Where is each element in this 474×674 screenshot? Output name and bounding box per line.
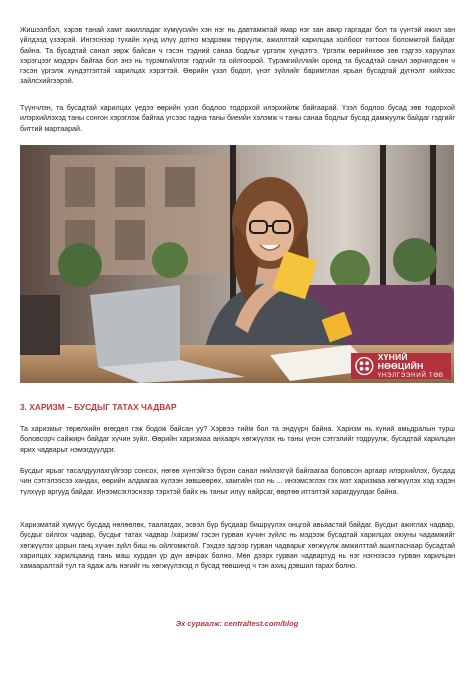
logo-line-2: ҮНЭЛГЭЭНИЙ ТӨВ (377, 371, 444, 379)
paragraph-mirroring: Жишээлбэл, хэрэв танай хамт ажилладаг хүмүүсийн хэн нэг нь давтамжтай ямар нэг зан авир гаргадаг бол та үүнтэй ижил зан үйлдэзд үзээрэй. Ингэснээр тухайн хүнд илүү дотно мэдрэмж төрүүлж, ажиллтай харилцаа холбоог тогтоох боломжтой байдаг байна. Та бусадтай санал зөрж байсан ч гэсэн тэдний санаа бодлыг үргэлж хүндэтгэ. Үргэлж өөрийнхөө зөв гэдгээ харуулах хэрэгцээг мэдэрч байгаа бол энэ нь түрэмгийллэг гэдгийг та ойлгоорой. Түрэмгийллийн оронд та бусадтай санал зөрчилдсөн ч гэсэн үргэлж хүндэтгэлтэй харилцах хэрэгтэй. Өөрийн үзэл бодол, үнэт зүйлийг баримтлан ярьан бусадтай дүгнэлт хийхээс зайлсхийгээрэй. (20, 26, 455, 86)
paragraph-charisma-methods: Бусдыг ярьаг тасалдуулахгүйгээр сонсох, нөгөө хүнтэйгээ бүрэн санал нийлэхгүй байгаагаа боловсон аргаар илэрхийлэх, бусдад чин сэтгэлээсээ хандах, өөрийн алдаагаа хүлээн зөвшөөрөх, хамгийн гол нь ... инээмсэглэх гэх мэт харизмаа хөгжүүлэх хэд хэдэн түлхүүр аргууд байдаг. Инээмсэглэснээр тэрхтэй байх нь таныг илүү найрсаг, өөртөө итгэлтэй харагдуулдаг байна. (20, 467, 455, 496)
paragraph-charisma-conclusion: Харизматай хүмүүс бусдад нөлөөлөх, таалагдах, эсвэл бүр бусдаар бишрүүлэх онцгой авьяастай байдаг. Бусдыг ажиглах чадвар, бусдыг ойлгох чадвар, бусдыг татах чадвар /харизм/ гэсэн гурван хүчин зүйлс нь мэдээж бусадтай харилцах оюуны чадамжийг хөгжүүлэх цорын ганц хүчин зүйл биш нь ойлгомжтой. Гэхдээ эдгээр гурван чадварыг хөгжүүлж амжилттай ашигласнаар бусадтай харилцах харилцаанд тань маш хурдан үр дүн авчрах болно. Мөн дээрх гурван чадвартуд нь нэг нэгнээсээ гурван харилцан хамааралтай тул та ядаж аль нэгийг нь хөгжүүлэхэд л бусад төвшинд ч тэн ахиц дэвшил гарах болно. (20, 521, 455, 571)
logo-line-1: ХҮНИЙ НӨӨЦИЙН (377, 351, 424, 371)
source-citation: Эх сурвалж: centraltest.com/blog (175, 619, 299, 628)
hr-center-logo (351, 353, 451, 379)
section-heading-charisma: 3. ХАРИЗМ – БУСДЫГ ТАТАХ ЧАДВАР (20, 402, 177, 412)
woman-with-sticky-notes-image (20, 145, 454, 383)
logo-mark-icon (355, 356, 374, 376)
paragraph-clarity: Түүнчлэн, та бусадтай харилцах үедээ өөрийн үзэл бодлоо тодорхой илэрхийлж байгаарай. Үзэл бодлоо бусад зөв тодорхой илэрхийлэхэд таны сонгон хэрэглэж байгаа үгсээс гадна таны биеийн хэлэмж ч таны санаа бодлыг бусад дамжуулж байдаг гэдгийг биттий мартаарай. (20, 104, 455, 133)
paragraph-charisma-intro: Та харизмыг төрөлхийн өгөгдөл гэж бодож байсан уу? Хэрвээ тийм бол та эндүүрч байна. Харизм нь хүний амьдралын турш боловсорч сайжирч байдаг хүчин зүйл. Өөрийн харизмаа анхаарч хөгжүүлэх нь таны үнэн сэтгэлийг тодруулж, бусадтай харилцан ярих чадварыг нэмэгдүүлдэг. (20, 425, 455, 454)
office-photo (20, 145, 454, 383)
